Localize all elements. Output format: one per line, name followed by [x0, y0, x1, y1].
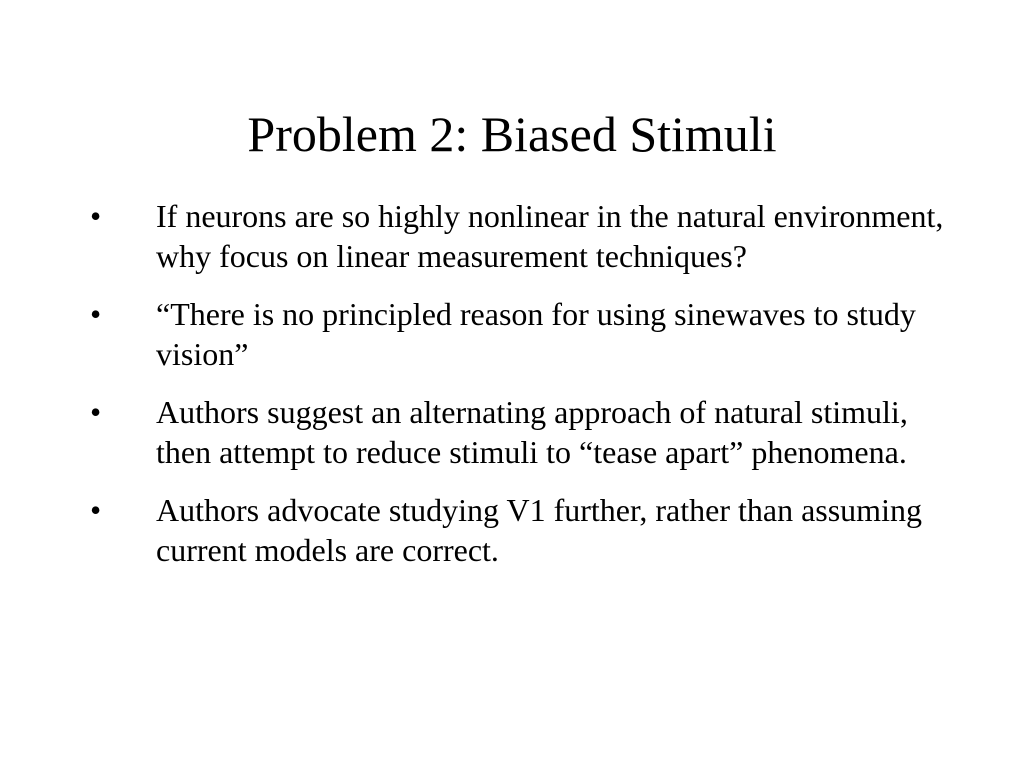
slide-title: Problem 2: Biased Stimuli — [247, 106, 777, 162]
bullet-icon: • — [90, 492, 102, 528]
bullet-item — [84, 490, 944, 570]
bullet-text: If neurons are so highly nonlinear in the natural environment, why focus on linear measurement techniques? — [156, 198, 944, 274]
bullet-text: “There is no principled reason for using sinewaves to study vision” — [156, 296, 916, 372]
bullet-text: Authors advocate studying V1 further, rather than assuming current models are correct. — [156, 492, 922, 568]
bullet-item — [84, 294, 944, 374]
bullet-item — [84, 196, 944, 276]
bullet-icon: • — [90, 296, 102, 332]
bullet-item — [84, 392, 944, 472]
bullet-icon: • — [90, 198, 102, 234]
bullet-icon: • — [90, 394, 102, 430]
bullet-text: Authors suggest an alternating approach of natural stimuli, then attempt to reduce stimuli to “tease apart” phenomena. — [156, 394, 908, 470]
bullet-list — [84, 196, 944, 588]
